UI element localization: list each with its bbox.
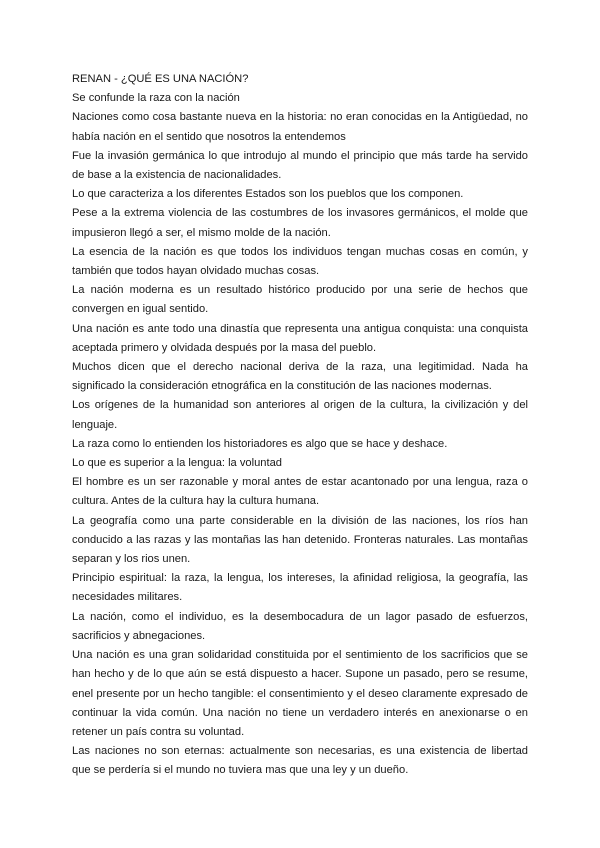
document-page [72, 70, 528, 781]
paragraph-10: Los orígenes de la humanidad son anteriores al origen de la cultura, la civilización y del lenguaje. [72, 399, 528, 431]
paragraph-18: Las naciones no son eternas: actualmente son necesarias, es una existencia de libertad que se perdería si el mundo no tuviera mas que una ley y un dueño. [72, 745, 528, 777]
paragraph-17: Una nación es una gran solidaridad constituida por el sentimiento de los sacrificios que se han hecho y de lo que aún se está dispuesto a hacer. Supone un pasado, pero se resume, enel presente por un hecho tangible: el consentimiento y el deseo claramente expresado de continuar la vida común. Una nación no tiene un verdadero interés en anexionarse o en retener un país contra su voluntad. [72, 649, 528, 738]
paragraph-15: Principio espiritual: la raza, la lengua, los intereses, la afinidad religiosa, la geografía, las necesidades militares. [72, 572, 528, 604]
paragraph-16: La nación, como el individuo, es la desembocadura de un lagor pasado de esfuerzos, sacrificios y abnegaciones. [72, 610, 528, 642]
document-title: RENAN - ¿QUÉ ES UNA NACIÓN? [72, 73, 249, 85]
paragraph-9: Muchos dicen que el derecho nacional deriva de la raza, una legitimidad. Nada ha significado la consideración etnográfica en la constitución de las naciones modernas. [72, 361, 528, 393]
paragraph-12: Lo que es superior a la lengua: la voluntad [72, 457, 282, 470]
paragraph-11: La raza como lo entienden los historiadores es algo que se hace y deshace. [72, 437, 448, 450]
paragraph-2: Naciones como cosa bastante nueva en la historia: no eran conocidas en la Antigüedad, no había nación en el sentido que nosotros la entendemos [72, 111, 528, 143]
paragraph-4: Lo que caracteriza a los diferentes Estados son los pueblos que los componen. [72, 188, 464, 201]
paragraph-8: Una nación es ante todo una dinastía que representa una antigua conquista: una conquista aceptada primero y olvidada después por la masa del pueblo. [72, 322, 528, 354]
paragraph-5: Pese a la extrema violencia de las costumbres de los invasores germánicos, el molde que impusieron llegó a ser, el mismo molde de la nación. [72, 207, 528, 239]
paragraph-3: Fue la invasión germánica lo que introdujo al mundo el principio que más tarde ha servido de base a la existencia de nacionalidades. [72, 149, 528, 182]
paragraph-6: La esencia de la nación es que todos los individuos tengan muchas cosas en común, y también que todos hayan olvidado muchas cosas. [72, 245, 528, 278]
paragraph-7: La nación moderna es un resultado histórico producido por una serie de hechos que convergen en igual sentido. [72, 284, 528, 316]
paragraph-1: Se confunde la raza con la nación [72, 92, 240, 105]
paragraph-13: El hombre es un ser razonable y moral antes de estar acantonado por una lengua, raza o cultura. Antes de la cultura hay la cultura humana. [72, 476, 528, 508]
paragraph-14: La geografía como una parte considerable en la división de las naciones, los ríos han conducido a las razas y las montañas las han detenido. Fronteras naturales. Las montañas separan y los rios unen. [72, 514, 528, 566]
